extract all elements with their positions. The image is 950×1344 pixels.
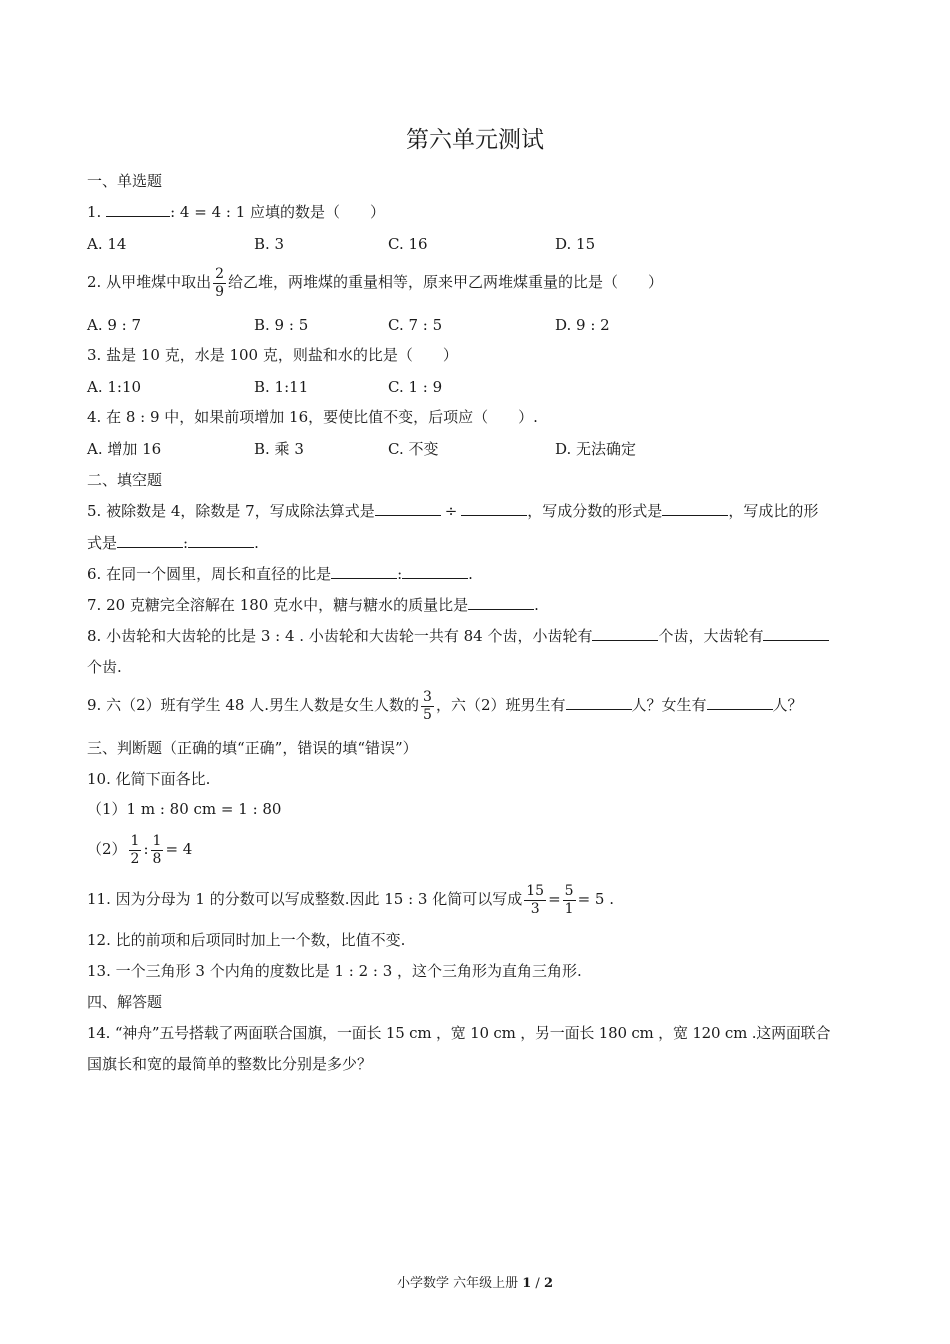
q9-frac-den: 5 bbox=[423, 706, 432, 723]
q9-fraction bbox=[421, 689, 434, 724]
q4-option-d: D. 无法确定 bbox=[555, 440, 637, 458]
q2-option-a: A. 9 : 7 bbox=[87, 316, 142, 334]
q9-blank-1 bbox=[566, 694, 632, 710]
q2-option-c: C. 7 : 5 bbox=[388, 316, 443, 334]
q5-text-d: ，写成比的形 bbox=[728, 502, 819, 520]
q6-blank-2 bbox=[402, 563, 468, 579]
question-3: 3. 盐是 10 克，水是 100 克，则盐和水的比是（ ） bbox=[87, 346, 458, 364]
q4-option-a: A. 增加 16 bbox=[87, 440, 162, 458]
q5-divide-sign: ÷ bbox=[444, 502, 458, 520]
question-7 bbox=[87, 594, 539, 616]
q2-text-post: 给乙堆，两堆煤的重量相等，原来甲乙两堆煤重量的比是（ ） bbox=[228, 273, 664, 291]
q6-text: 6. 在同一个圆里，周长和直径的比是 bbox=[87, 565, 332, 583]
question-14-line-2: 国旗长和宽的最简单的整数比分别是多少？ bbox=[87, 1055, 373, 1073]
question-6 bbox=[87, 563, 473, 585]
q5-blank-1 bbox=[375, 500, 441, 516]
q9-blank-2 bbox=[707, 694, 773, 710]
section-heading-4: 四、解答题 bbox=[87, 993, 163, 1011]
q10-p2-f2-den: 8 bbox=[152, 850, 162, 867]
question-10: 10. 化简下面各比. bbox=[87, 770, 211, 788]
q2-frac-num: 2 bbox=[215, 265, 225, 282]
q5-text-c: ，写成分数的形式是 bbox=[527, 502, 663, 520]
page-footer bbox=[0, 1275, 950, 1293]
q3-option-b: B. 1:11 bbox=[254, 378, 309, 396]
question-1 bbox=[87, 201, 385, 223]
q11-fraction-2 bbox=[563, 883, 576, 918]
q1-option-b: B. 3 bbox=[254, 235, 285, 253]
question-9 bbox=[87, 685, 803, 725]
q11-text: 11. 因为分母为 1 的分数可以写成整数.因此 15 : 3 化简可以写成 bbox=[87, 890, 523, 908]
q2-option-d: D. 9 : 2 bbox=[555, 316, 610, 334]
q5-blank-3 bbox=[662, 500, 728, 516]
q3-option-a: A. 1:10 bbox=[87, 378, 142, 396]
question-13: 13. 一个三角形 3 个内角的度数比是 1 : 2 : 3 ，这个三角形为直角三角形. bbox=[87, 962, 582, 980]
section-heading-3: 三、判断题（正确的填“正确”，错误的填“错误”） bbox=[87, 739, 418, 757]
q8-blank-2 bbox=[763, 625, 829, 641]
q10-p2-fraction-2 bbox=[151, 833, 164, 868]
footer-text: 小学数学 六年级上册 bbox=[396, 1276, 523, 1291]
q8-text-a: 8. 小齿轮和大齿轮的比是 3 : 4 . 小齿轮和大齿轮一共有 84 个齿，小齿轮有 bbox=[87, 627, 593, 645]
q2-text-pre: 2. 从甲堆煤中取出 bbox=[87, 273, 212, 291]
section-heading-2: 二、填空题 bbox=[87, 471, 163, 489]
q5-blank-4 bbox=[117, 532, 183, 548]
q9-frac-num: 3 bbox=[423, 688, 432, 705]
q10-p2-f1-num: 1 bbox=[130, 832, 140, 849]
q9-text-c: 人？女生有 bbox=[631, 696, 707, 714]
question-8-line-2: 个齿. bbox=[87, 658, 122, 676]
q10-p2-fraction-1 bbox=[129, 833, 142, 868]
q1-number: 1. bbox=[87, 203, 102, 221]
q5-blank-5 bbox=[188, 532, 254, 548]
question-4: 4. 在 8 : 9 中，如果前项增加 16，要使比值不变，后项应（ ）. bbox=[87, 408, 538, 426]
q6-period: . bbox=[468, 565, 473, 583]
q11-f1-num: 15 bbox=[526, 882, 545, 899]
question-12: 12. 比的前项和后项同时加上一个数，比值不变. bbox=[87, 931, 406, 949]
q5-period: . bbox=[254, 534, 259, 552]
question-10-part-2 bbox=[87, 829, 192, 869]
footer-separator: / bbox=[531, 1276, 544, 1291]
question-11 bbox=[87, 879, 614, 919]
q4-option-b: B. 乘 3 bbox=[254, 440, 304, 458]
q2-option-b: B. 9 : 5 bbox=[254, 316, 309, 334]
q7-blank bbox=[468, 594, 534, 610]
q6-blank-1 bbox=[331, 563, 397, 579]
q1-blank bbox=[106, 201, 170, 217]
q5-colon: : bbox=[183, 534, 189, 552]
q9-text-b: ，六（2）班男生有 bbox=[435, 696, 566, 714]
q10-p2-f2-num: 1 bbox=[152, 832, 162, 849]
q11-equals-1: = bbox=[548, 890, 561, 908]
q10-p2-label: （2） bbox=[87, 840, 127, 858]
footer-page-total: 2 bbox=[543, 1276, 553, 1291]
q11-f2-num: 5 bbox=[564, 882, 574, 899]
q10-p2-colon: : bbox=[143, 840, 149, 858]
q7-text: 7. 20 克糖完全溶解在 180 克水中，糖与糖水的质量比是 bbox=[87, 596, 469, 614]
q9-text-d: 人？ bbox=[772, 696, 803, 714]
q1-option-a: A. 14 bbox=[87, 235, 127, 253]
page-title: 第六单元测试 bbox=[406, 127, 544, 153]
q9-text-a: 9. 六（2）班有学生 48 人.男生人数是女生人数的 bbox=[87, 696, 420, 714]
q5-text-e: 式是 bbox=[87, 534, 118, 552]
q8-text-b: 个齿，大齿轮有 bbox=[658, 627, 764, 645]
q8-blank-1 bbox=[592, 625, 658, 641]
question-14-line-1: 14. “神舟”五号搭载了两面联合国旗，一面长 15 cm ，宽 10 cm ，另一面长 180 cm ，宽 120 cm .这两面联合 bbox=[87, 1024, 831, 1042]
q10-p2-f1-den: 2 bbox=[130, 850, 140, 867]
question-10-part-1: （1）1 m : 80 cm = 1 : 80 bbox=[87, 800, 282, 818]
q3-option-c: C. 1 : 9 bbox=[388, 378, 443, 396]
q7-period: . bbox=[534, 596, 539, 614]
q11-fraction-1 bbox=[524, 883, 546, 918]
q2-fraction bbox=[213, 266, 226, 301]
question-8-line-1 bbox=[87, 625, 829, 647]
q1-option-d: D. 15 bbox=[555, 235, 596, 253]
q11-f1-den: 3 bbox=[530, 900, 540, 917]
q2-frac-den: 9 bbox=[215, 283, 225, 300]
question-2 bbox=[87, 262, 663, 302]
section-heading-1: 一、单选题 bbox=[87, 172, 163, 190]
q5-blank-2 bbox=[461, 500, 527, 516]
q1-text: : 4 = 4 : 1 应填的数是（ ） bbox=[170, 203, 386, 221]
q1-option-c: C. 16 bbox=[388, 235, 428, 253]
question-5-line-1 bbox=[87, 500, 818, 522]
q11-equals-2: = 5 . bbox=[577, 890, 614, 908]
question-5-line-2 bbox=[87, 532, 259, 554]
q4-option-c: C. 不变 bbox=[388, 440, 439, 458]
q6-colon: : bbox=[397, 565, 403, 583]
q11-f2-den: 1 bbox=[564, 900, 574, 917]
q10-p2-result: = 4 bbox=[165, 840, 193, 858]
footer-page-number: 1 bbox=[522, 1276, 532, 1291]
q5-text-a: 5. 被除数是 4，除数是 7，写成除法算式是 bbox=[87, 502, 375, 520]
